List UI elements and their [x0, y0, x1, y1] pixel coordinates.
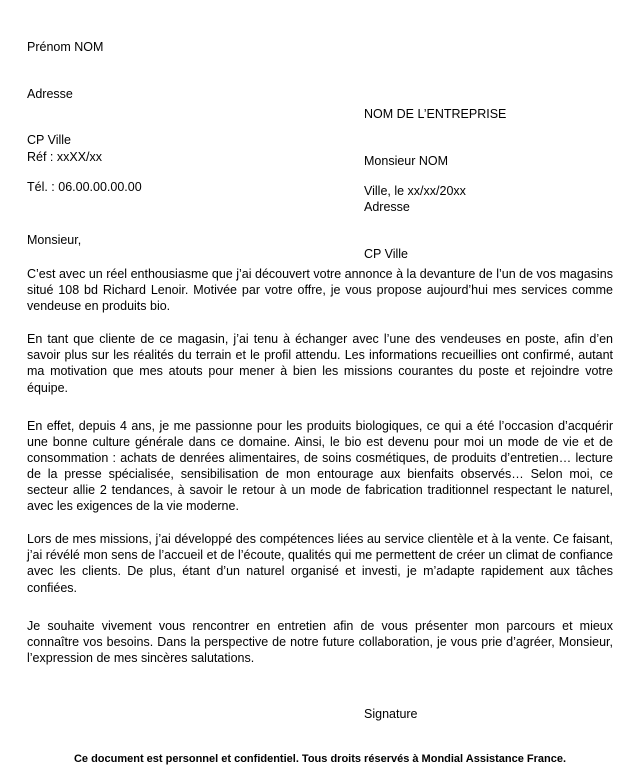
letter-body: [27, 232, 613, 683]
recipient-line-company: NOM DE L’ENTREPRISE: [364, 107, 507, 121]
sender-line-phone: Tél. : 06.00.00.00.00: [27, 179, 142, 194]
body-paragraph-5: Je souhaite vivement vous rencontrer en entretien afin de vous présenter mon parcours et mieux connaître vos besoins. Dans la perspective de notre future collaboration, je vous prie d’agréer, Monsieur, l’expression de mes sincères salutations.: [27, 618, 613, 665]
body-paragraph-4: Lors de mes missions, j’ai développé des compétences liées au service clientèle et à la vente. Ce faisant, j’ai révélé mon sens de l’accueil et de l’écoute, qualités qui me permettent de créer un climat de confiance avec les clients. De plus, étant d’un naturel organisé et investi, je m’adapte rapidement aux tâches confiées.: [27, 532, 613, 595]
sender-address-block: [27, 9, 142, 226]
body-paragraph-3: En effet, depuis 4 ans, je me passionne pour les produits biologiques, ce qui a été l’occasion d’acquérir une bonne culture générale dans ce domaine. Ainsi, le bio est devenu pour moi un mode de vie et de consommation : achats de denrées alimentaires, de soins cosmétiques, de produits d’entretien… lecture de la presse spécialisée, sensibilisation de mon entourage aux bienfaits observés… Selon moi, ce secteur allie 2 tendances, à savoir le retour à un mode de fabrication traditionnel respectant le naturel, avec les exigences de la vie moderne.: [27, 418, 613, 514]
sender-line-address: Adresse: [27, 86, 73, 101]
reference-line: Réf : xxXX/xx: [27, 150, 103, 164]
place-date-line: Ville, le xx/xx/20xx: [364, 184, 466, 198]
body-paragraph-2: En tant que cliente de ce magasin, j’ai tenu à échanger avec l’une des vendeuses en poste, afin d’en savoir plus sur les réalités du terrain et le profil attendu. Les informations recueillies ont confirmé, autant ma motivation que mes atouts pour mener à bien les missions courantes du poste et rejoindre votre équipe.: [27, 332, 613, 395]
footer-confidentiality-notice: Ce document est personnel et confidentiel. Tous droits réservés à Mondial Assistance France.: [73, 753, 567, 765]
signature-label: Signature: [364, 707, 418, 721]
salutation: Monsieur,: [27, 233, 82, 247]
recipient-line-city: CP Ville: [364, 246, 409, 261]
sender-line-name: Prénom NOM: [27, 40, 104, 54]
recipient-line-contact: Monsieur NOM: [364, 153, 449, 168]
recipient-line-address: Adresse: [364, 200, 410, 214]
body-paragraph-1: C’est avec un réel enthousiasme que j’ai découvert votre annonce à la devanture de l’un de vos magasins situé 108 bd Richard Lenoir. Motivée par votre offre, je vous propose aujourd’hui mes services comme vendeuse en produits bio.: [27, 267, 613, 314]
sender-line-city: CP Ville: [27, 133, 72, 147]
